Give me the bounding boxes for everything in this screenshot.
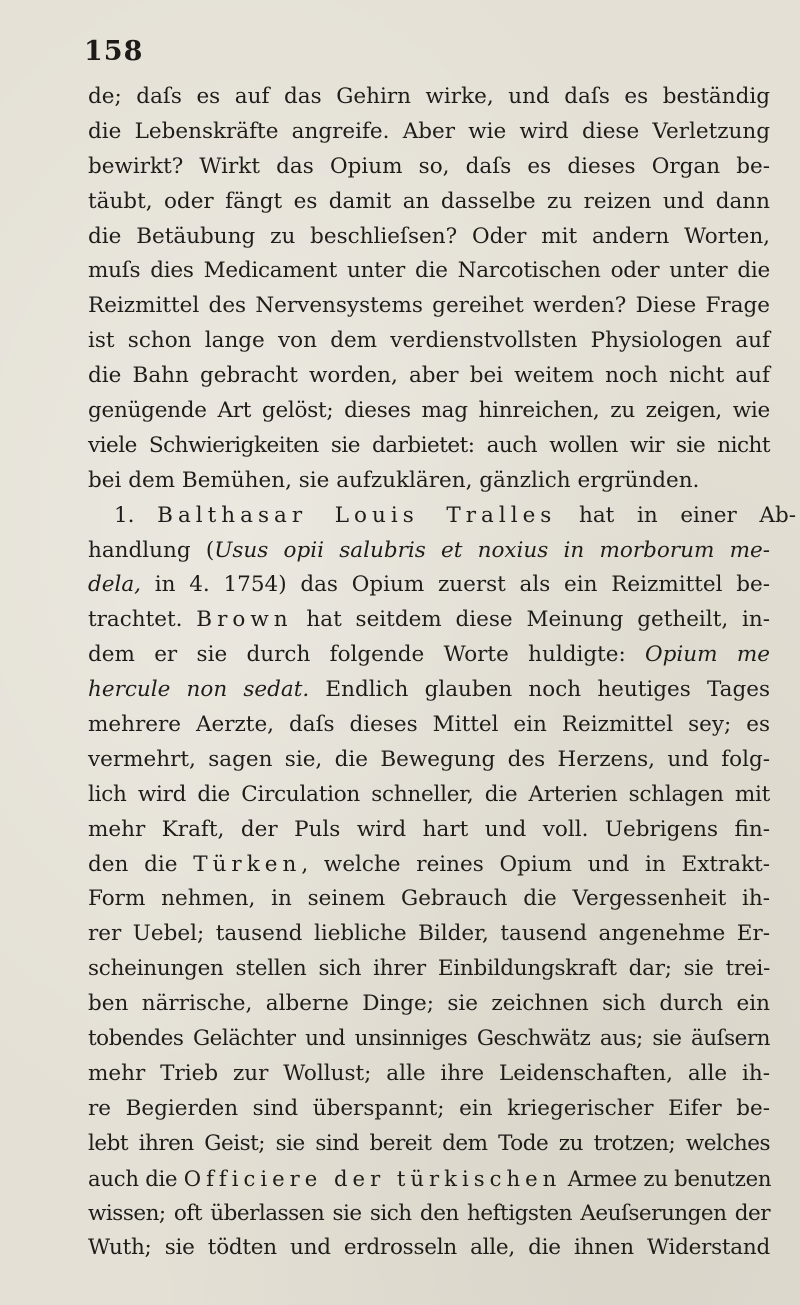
text-segment: vermehrt, sagen sie, die Bewegung des Herzens, und folg- <box>88 746 770 772</box>
text-line <box>88 882 770 917</box>
body-text <box>88 80 796 1266</box>
text-segment: in 4. 1754) das Opium zuerst als ein Reizmittel be- <box>141 572 770 598</box>
text-segment: mehr Trieb zur Wollust; alle ihre Leidenschaften, alle ih- <box>88 1060 770 1086</box>
text-segment: ist schon lange von dem verdienstvollsten Physiologen auf <box>88 328 770 354</box>
text-line <box>88 1197 770 1232</box>
text-segment: Armee zu benutzen <box>561 1165 772 1191</box>
text-segment: Reizmittel des Nervensystems gereihet werden? Diese Frage <box>88 293 770 319</box>
text-segment: Form nehmen, in seinem Gebrauch die Vergessenheit ih- <box>88 886 770 912</box>
text-line <box>88 1022 770 1057</box>
text-line <box>88 743 770 778</box>
text-segment: die Betäubung zu beschlieſsen? Oder mit andern Worten, <box>88 223 770 249</box>
text-line <box>88 917 770 952</box>
text-segment: bewirkt? Wirkt das Opium so, daſs es dieses Organ be- <box>88 153 770 179</box>
text-segment: Opium me <box>645 642 770 668</box>
text-segment: tobendes Gelächter und unsinniges Geschwätz aus; sie äuſsern <box>88 1026 770 1052</box>
text-segment: rer Uebel; tausend liebliche Bilder, tausend angenehme Er- <box>88 921 770 947</box>
text-line <box>88 568 770 603</box>
text-line <box>88 115 770 150</box>
text-line <box>88 429 770 464</box>
text-segment: lich wird die Circulation schneller, die Arterien schlagen mit <box>88 781 770 807</box>
text-segment: handlung ( <box>88 537 215 563</box>
text-segment: auch die <box>88 1165 184 1191</box>
text-segment: Officiere der türkischen <box>183 1165 562 1191</box>
text-line <box>88 80 770 115</box>
text-line <box>88 813 770 848</box>
text-line <box>88 848 770 883</box>
text-line <box>88 1057 770 1092</box>
text-line <box>88 1092 770 1127</box>
text-line <box>88 289 770 324</box>
text-line <box>88 778 770 813</box>
text-segment: wissen; oft überlassen sie sich den heftigsten Aeuſserungen der <box>88 1200 770 1226</box>
text-line <box>88 220 770 255</box>
text-line <box>88 1127 770 1162</box>
text-segment: scheinungen stellen sich ihrer Einbildungskraft dar; sie trei- <box>88 956 770 982</box>
text-line <box>88 1231 770 1266</box>
text-line <box>88 324 770 359</box>
text-segment: lebt ihren Geist; sie sind bereit dem Tode zu trotzen; welches <box>88 1130 770 1156</box>
text-segment: ben närrische, alberne Dinge; sie zeichnen sich durch ein <box>88 991 770 1017</box>
text-segment: genügende Art gelöst; dieses mag hinreichen, zu zeigen, wie <box>88 398 770 424</box>
text-segment: den die <box>88 851 194 877</box>
text-line <box>88 987 770 1022</box>
text-segment: mehrere Aerzte, daſs dieses Mittel ein Reizmittel sey; es <box>88 712 770 738</box>
text-segment: re Begierden sind überspannt; ein kriegerischer Eifer be- <box>88 1095 770 1121</box>
text-line <box>88 1162 770 1197</box>
text-line <box>88 394 770 429</box>
text-line <box>88 254 770 289</box>
text-segment: hercule non sedat. <box>88 677 310 703</box>
text-segment: dela, <box>88 572 142 598</box>
text-line <box>88 185 770 220</box>
text-segment: Endlich glauben noch heutiges Tages <box>309 677 770 703</box>
text-segment: viele Schwierigkeiten sie darbietet: auch wollen wir sie nicht <box>88 432 770 458</box>
text-segment: Wuth; sie tödten und erdrosseln alle, die ihnen Widerstand <box>88 1235 770 1261</box>
text-segment: 1. <box>114 502 158 528</box>
text-line <box>88 673 770 708</box>
text-segment: trachtet. <box>88 607 197 633</box>
text-line <box>88 603 770 638</box>
text-segment: Balthasar Louis Tralles <box>157 502 557 528</box>
text-segment: hat in einer Ab- <box>556 502 796 528</box>
text-segment: Türken <box>193 851 302 877</box>
text-segment: hat seitdem diese Meinung getheilt, in- <box>292 607 770 633</box>
text-line <box>88 708 770 743</box>
text-segment: , welche reines Opium und in Extrakt- <box>301 851 770 877</box>
text-segment: bei dem Bemühen, sie aufzuklären, gänzlich ergründen. <box>88 467 700 493</box>
text-segment: muſs dies Medicament unter die Narcotischen oder unter die <box>88 258 770 284</box>
text-line <box>88 638 770 673</box>
text-segment: täubt, oder fängt es damit an dasselbe zu reizen und dann <box>88 188 770 214</box>
text-segment: die Bahn gebracht worden, aber bei weitem noch nicht auf <box>88 363 770 389</box>
text-line <box>88 499 796 534</box>
text-line <box>88 952 770 987</box>
text-segment: mehr Kraft, der Puls wird hart und voll. Uebrigens fin- <box>88 816 770 842</box>
text-segment: Usus opii salubris et noxius in morborum me- <box>214 537 770 563</box>
text-line <box>88 534 770 569</box>
text-segment: dem er sie durch folgende Worte huldigte: <box>88 642 646 668</box>
text-segment: de; daſs es auf das Gehirn wirke, und daſs es beständig <box>88 84 770 109</box>
text-segment: Brown <box>196 607 293 633</box>
text-line <box>88 464 770 499</box>
page-number: 158 <box>84 36 144 67</box>
text-line <box>88 150 770 185</box>
text-segment: die Lebenskräfte angreife. Aber wie wird diese Verletzung <box>88 118 770 144</box>
text-line <box>88 359 770 394</box>
